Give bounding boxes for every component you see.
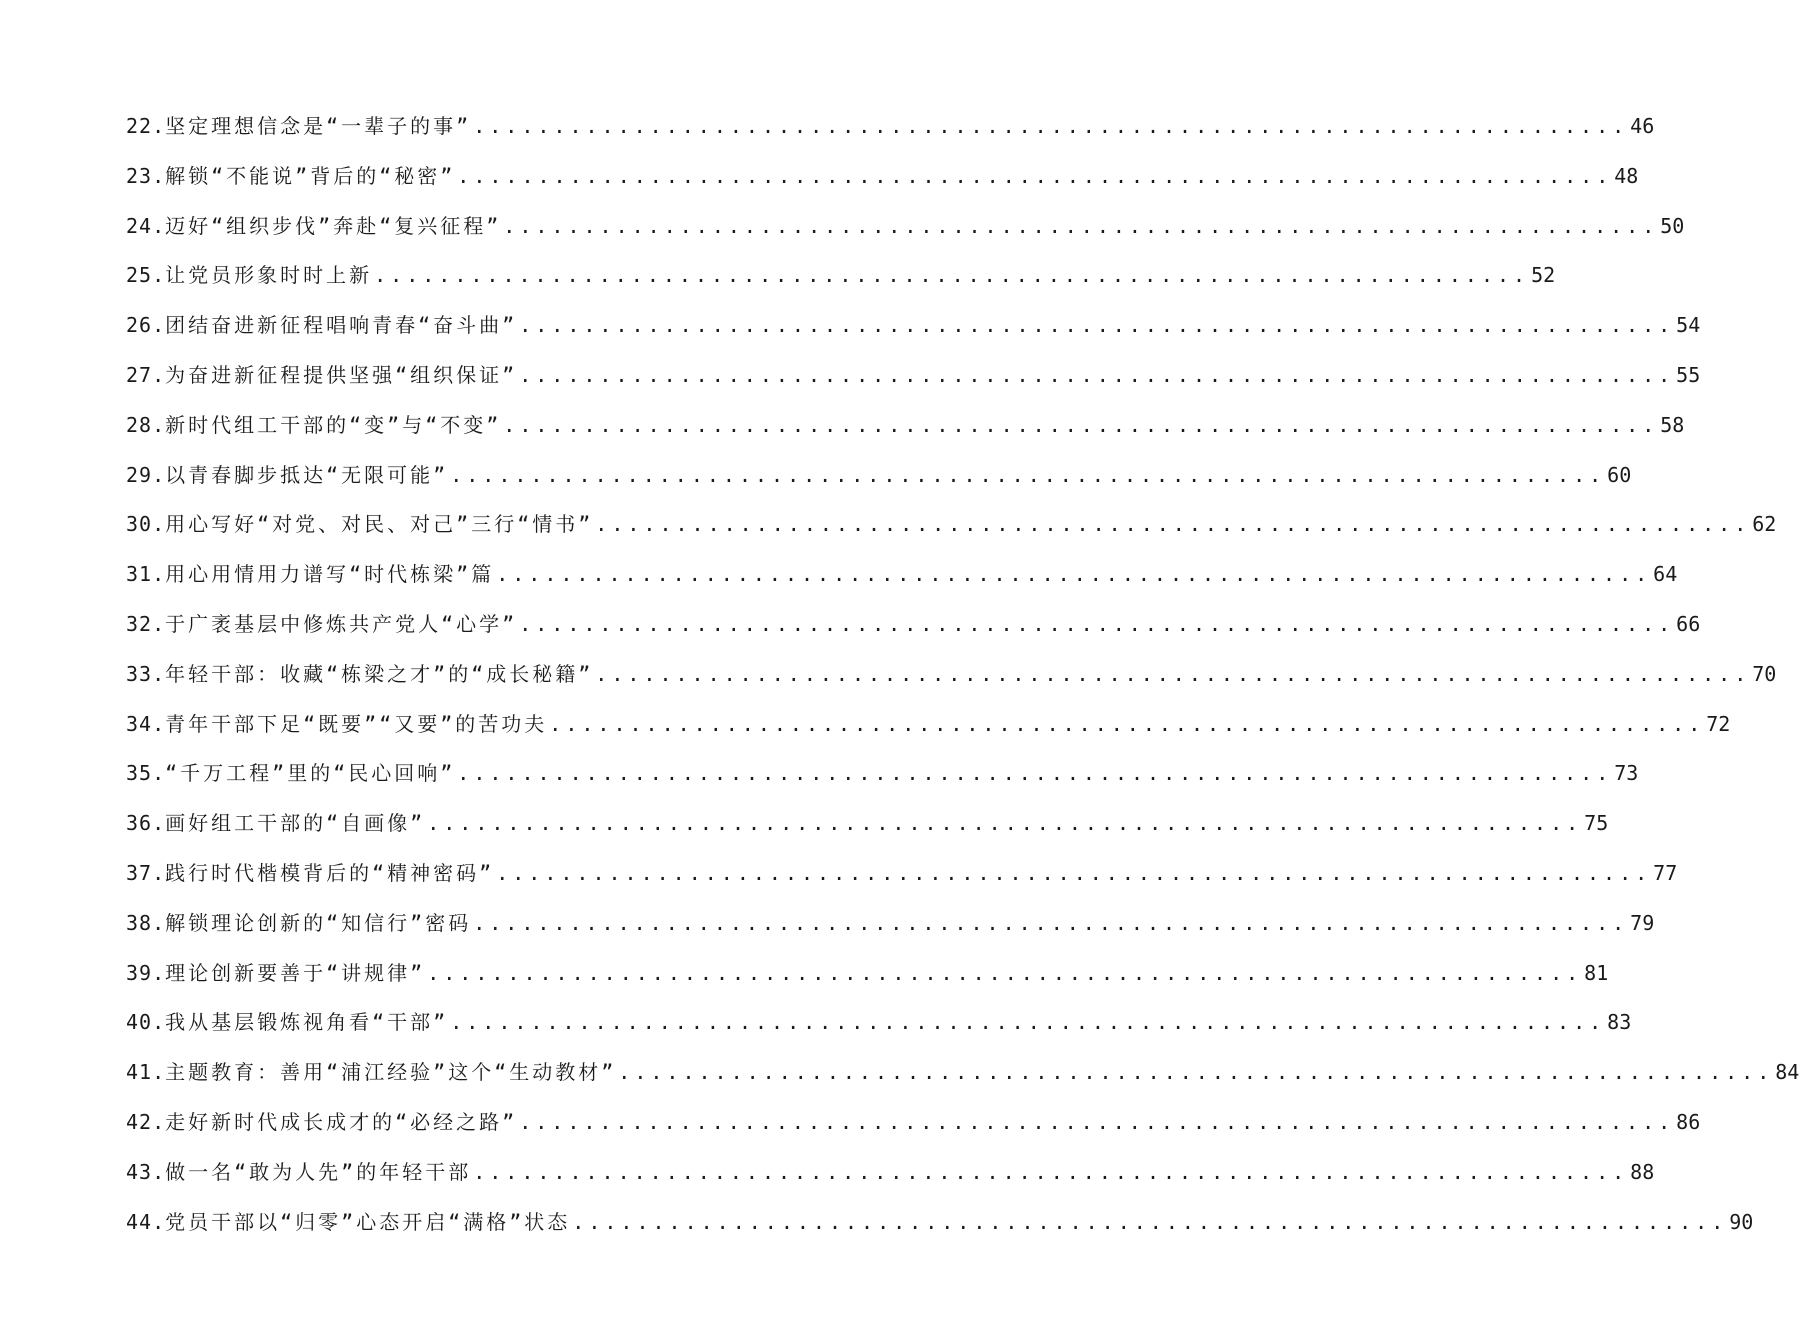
- entry-number: 42.: [126, 1109, 166, 1134]
- dot-leader: ........................................................................: [450, 1010, 1606, 1035]
- entry-title: 团结奋进新征程唱响青春“奋斗曲”: [165, 313, 518, 338]
- entry-title: 解锁理论创新的“知信行”密码: [165, 910, 472, 935]
- entry-page-number: 60: [1607, 462, 1632, 487]
- dot-leader: ........................................................................: [457, 761, 1613, 786]
- entry-title: 主题教育：善用“浦江经验”这个“生动教材”: [165, 1060, 617, 1085]
- entry-title: 做一名“敢为人先”的年轻干部: [165, 1159, 472, 1184]
- entry-number: 36.: [126, 811, 166, 836]
- dot-leader: ........................................................................: [473, 1159, 1629, 1184]
- dot-leader: ........................................................................: [572, 1209, 1728, 1234]
- toc-entry: [126, 1056, 1799, 1106]
- entry-page-number: 66: [1676, 611, 1701, 636]
- entry-page-number: 81: [1584, 960, 1609, 985]
- toc-entry: [126, 409, 1685, 459]
- entry-title: 理论创新要善于“讲规律”: [165, 960, 426, 985]
- toc-entry: [126, 608, 1701, 658]
- toc-entry: [126, 957, 1609, 1007]
- entry-page-number: 90: [1729, 1209, 1754, 1234]
- entry-number: 44.: [126, 1209, 166, 1234]
- entry-title: 为奋进新征程提供坚强“组织保证”: [165, 362, 518, 387]
- entry-page-number: 88: [1630, 1159, 1655, 1184]
- entry-title: 解锁“不能说”背后的“秘密”: [165, 163, 456, 188]
- toc-entry: [126, 508, 1777, 558]
- entry-page-number: 58: [1660, 412, 1685, 437]
- toc-entry: [126, 807, 1609, 857]
- dot-leader: ........................................................................: [519, 362, 1675, 387]
- entry-number: 31.: [126, 562, 166, 587]
- toc-entry: [126, 1106, 1701, 1156]
- dot-leader: ........................................................................: [427, 811, 1583, 836]
- entry-number: 32.: [126, 611, 166, 636]
- dot-leader: ........................................................................: [427, 960, 1583, 985]
- entry-page-number: 48: [1614, 163, 1639, 188]
- entry-title: “千万工程”里的“民心回响”: [165, 761, 456, 786]
- entry-page-number: 70: [1752, 661, 1777, 686]
- dot-leader: ........................................................................: [549, 711, 1705, 736]
- entry-page-number: 77: [1653, 860, 1678, 885]
- dot-leader: ........................................................................: [595, 661, 1751, 686]
- entry-title: 画好组工干部的“自画像”: [165, 811, 426, 836]
- entry-page-number: 73: [1614, 761, 1639, 786]
- dot-leader: ........................................................................: [374, 263, 1530, 288]
- dot-leader: ........................................................................: [450, 462, 1606, 487]
- entry-page-number: 83: [1607, 1010, 1632, 1035]
- entry-title: 坚定理想信念是“一辈子的事”: [165, 114, 472, 138]
- entry-page-number: 84: [1775, 1060, 1799, 1085]
- entry-number: 24.: [126, 213, 166, 238]
- entry-title: 走好新时代成长成才的“必经之路”: [165, 1109, 518, 1134]
- entry-title: 以青春脚步抵达“无限可能”: [165, 462, 449, 487]
- entry-page-number: 79: [1630, 910, 1655, 935]
- entry-number: 34.: [126, 711, 166, 736]
- toc-entry: [126, 907, 1655, 957]
- toc-entry: [126, 658, 1777, 708]
- entry-number: 29.: [126, 462, 166, 487]
- toc-entry: [126, 459, 1632, 509]
- entry-title: 我从基层锻炼视角看“干部”: [165, 1010, 449, 1035]
- dot-leader: ........................................................................: [496, 860, 1652, 885]
- entry-title: 让党员形象时时上新: [165, 263, 373, 288]
- entry-number: 38.: [126, 910, 166, 935]
- entry-number: 25.: [126, 263, 166, 288]
- entry-number: 22.: [126, 114, 166, 138]
- entry-number: 40.: [126, 1010, 166, 1035]
- dot-leader: ........................................................................: [519, 313, 1675, 338]
- toc-entry: [126, 359, 1701, 409]
- dot-leader: ........................................................................: [473, 910, 1629, 935]
- toc-entry: [126, 210, 1685, 260]
- entry-page-number: 62: [1752, 512, 1777, 537]
- entry-number: 28.: [126, 412, 166, 437]
- entry-number: 39.: [126, 960, 166, 985]
- entry-title: 青年干部下足“既要”“又要”的苦功夫: [165, 711, 548, 736]
- entry-title: 新时代组工干部的“变”与“不变”: [165, 412, 502, 437]
- entry-number: 33.: [126, 661, 166, 686]
- entry-number: 43.: [126, 1159, 166, 1184]
- entry-number: 26.: [126, 313, 166, 338]
- entry-title: 用心写好“对党、对民、对己”三行“情书”: [165, 512, 594, 537]
- entry-number: 37.: [126, 860, 166, 885]
- dot-leader: ........................................................................: [595, 512, 1751, 537]
- toc-entry: [126, 1156, 1655, 1206]
- entry-number: 23.: [126, 163, 166, 188]
- toc-entry: [126, 558, 1678, 608]
- entry-title: 用心用情用力谱写“时代栋梁”篇: [165, 562, 495, 587]
- entry-page-number: 55: [1676, 362, 1701, 387]
- toc-entry: [126, 757, 1639, 807]
- toc-entry: [126, 160, 1639, 210]
- entry-page-number: 72: [1706, 711, 1731, 736]
- dot-leader: ........................................................................: [618, 1060, 1774, 1085]
- entry-number: 27.: [126, 362, 166, 387]
- entry-page-number: 75: [1584, 811, 1609, 836]
- entry-title: 党员干部以“归零”心态开启“满格”状态: [165, 1209, 571, 1234]
- toc-entry: [126, 110, 1655, 160]
- entry-title: 于广袤基层中修炼共产党人“心学”: [165, 611, 518, 636]
- dot-leader: ........................................................................: [473, 114, 1629, 138]
- dot-leader: ........................................................................: [503, 213, 1659, 238]
- table-of-contents: [126, 110, 1799, 1255]
- entry-number: 41.: [126, 1060, 166, 1085]
- toc-entry: [126, 259, 1556, 309]
- entry-title: 践行时代楷模背后的“精神密码”: [165, 860, 495, 885]
- entry-page-number: 86: [1676, 1109, 1701, 1134]
- dot-leader: ........................................................................: [496, 562, 1652, 587]
- dot-leader: ........................................................................: [503, 412, 1659, 437]
- toc-entry: [126, 708, 1731, 758]
- entry-page-number: 54: [1676, 313, 1701, 338]
- toc-entry: [126, 1006, 1632, 1056]
- entry-title: 年轻干部：收藏“栋梁之才”的“成长秘籍”: [165, 661, 594, 686]
- dot-leader: ........................................................................: [519, 611, 1675, 636]
- entry-number: 30.: [126, 512, 166, 537]
- dot-leader: ........................................................................: [457, 163, 1613, 188]
- entry-number: 35.: [126, 761, 166, 786]
- toc-entry: [126, 1206, 1754, 1256]
- entry-page-number: 64: [1653, 562, 1678, 587]
- entry-title: 迈好“组织步伐”奔赴“复兴征程”: [165, 213, 502, 238]
- dot-leader: ........................................................................: [519, 1109, 1675, 1134]
- entry-page-number: 50: [1660, 213, 1685, 238]
- toc-entry: [126, 309, 1701, 359]
- entry-page-number: 52: [1531, 263, 1556, 288]
- toc-entry: [126, 857, 1678, 907]
- entry-page-number: 46: [1630, 114, 1655, 138]
